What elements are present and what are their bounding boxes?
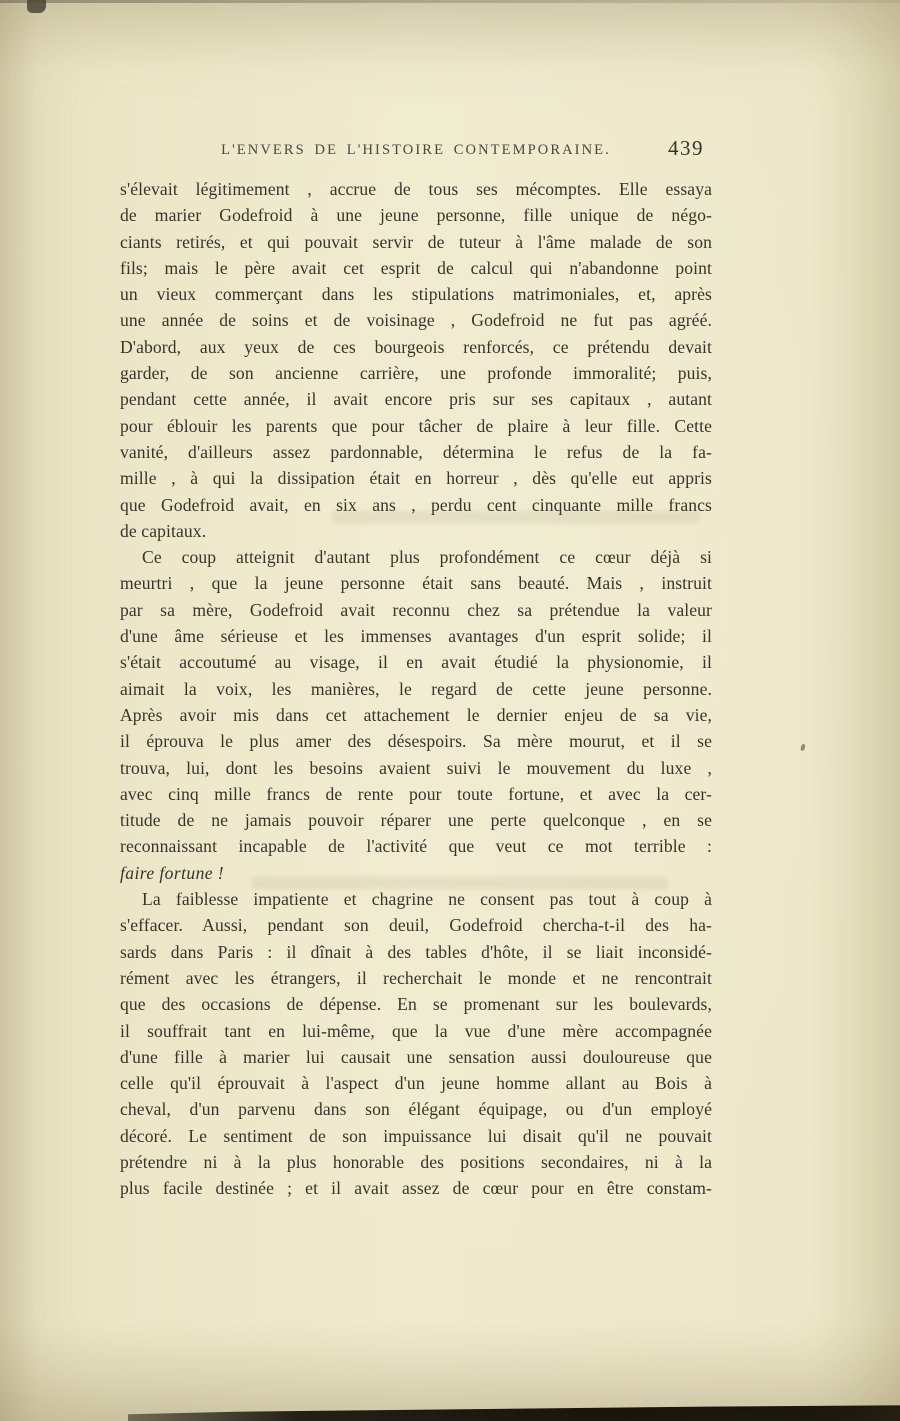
text-line: de capitaux. <box>120 520 207 541</box>
text-line: il souffrait tant en lui-même, que la vue d'une mère accompagnée <box>120 1020 712 1041</box>
text-line: pendant cette année, il avait encore pris sur ses capitaux , autant <box>120 389 712 410</box>
text-line: cheval, d'un parvenu dans son élégant équipage, ou d'un employé <box>120 1099 712 1120</box>
text-line: s'élevait légitimement , accrue de tous ses mécomptes. Elle essaya <box>120 179 712 199</box>
text-line: trouva, lui, dont les besoins avaient suivi le mouvement du luxe , <box>120 757 712 778</box>
text-line: avec cinq mille francs de rente pour toute fortune, et avec la cer- <box>120 783 712 804</box>
text-line: d'une âme sérieuse et les immenses avantages d'un esprit solide; il <box>120 626 712 647</box>
text-line: mille , à qui la dissipation était en horreur , dès qu'elle eut appris <box>120 468 712 489</box>
body-text <box>120 176 712 1202</box>
scan-edge-top <box>0 0 900 3</box>
running-title: L'ENVERS DE L'HISTOIRE CONTEMPORAINE. <box>221 142 611 158</box>
text-line: un vieux commerçant dans les stipulations matrimoniales, et, après <box>120 284 712 305</box>
text-line: que Godefroid avait, en six ans , perdu cent cinquante mille francs <box>120 494 712 515</box>
text-line: il éprouva le plus amer des désespoirs. Sa mère mourut, et il se <box>120 731 712 752</box>
scan-edge-bottom <box>128 1405 900 1421</box>
text-line: prétendre ni à la plus honorable des positions secondaires, ni à la <box>120 1151 712 1172</box>
text-line: sards dans Paris : il dînait à des tables d'hôte, il se liait inconsidé- <box>120 941 712 962</box>
text-line: de marier Godefroid à une jeune personne, fille unique de négo- <box>120 205 712 226</box>
text-line: vanité, d'ailleurs assez pardonnable, détermina le refus de la fa- <box>120 441 712 462</box>
text-line: garder, de son ancienne carrière, une profonde immoralité; puis, <box>120 363 712 384</box>
text-line: Après avoir mis dans cet attachement le dernier enjeu de sa vie, <box>120 704 712 725</box>
text-line: faire fortune ! <box>120 862 225 883</box>
text-line: reconnaissant incapable de l'activité que veut ce mot terrible : <box>120 836 712 857</box>
paragraph <box>120 176 712 544</box>
text-line: s'effacer. Aussi, pendant son deuil, Godefroid chercha-t-il des ha- <box>120 915 712 936</box>
ink-speck <box>800 744 806 752</box>
text-line: ciants retirés, et qui pouvait servir de tuteur à l'âme malade de son <box>120 231 712 252</box>
text-line: La faiblesse impatiente et chagrine ne consent pas tout à coup à <box>142 889 712 910</box>
text-line: s'était accoutumé au visage, il en avait étudié la physionomie, il <box>120 652 712 673</box>
text-line: pour éblouir les parents que pour tâcher de plaire à leur fille. Cette <box>120 415 712 436</box>
text-line: que des occasions de dépense. En se promenant sur les boulevards, <box>120 994 712 1015</box>
text-line: décoré. Le sentiment de son impuissance lui disait qu'il ne pouvait <box>120 1125 712 1146</box>
text-line: Ce coup atteignit d'autant plus profondément ce cœur déjà si <box>142 547 712 568</box>
text-line: d'une fille à marier lui causait une sensation aussi douloureuse que <box>120 1046 712 1067</box>
text-line: une année de soins et de voisinage , Godefroid ne fut pas agréé. <box>120 310 712 331</box>
text-line: rément avec les étrangers, il recherchait le monde et ne rencontrait <box>120 967 712 988</box>
text-line: par sa mère, Godefroid avait reconnu chez sa prétendue la valeur <box>120 599 712 620</box>
text-line: titude de ne jamais pouvoir réparer une perte quelconque , en se <box>120 810 712 831</box>
text-line: meurtri , que la jeune personne était sans beauté. Mais , instruit <box>120 573 712 594</box>
text-line: fils; mais le père avait cet esprit de calcul qui n'abandonne point <box>120 257 712 278</box>
text-line: aimait la voix, les manières, le regard de cette jeune personne. <box>120 678 712 699</box>
page-number: 439 <box>668 136 704 160</box>
page-header <box>120 136 712 168</box>
paragraph <box>120 886 712 1202</box>
scan-artifact-top <box>27 0 46 13</box>
text-line: plus facile destinée ; et il avait assez de cœur pour en être constam- <box>120 1178 712 1199</box>
text-line: celle qu'il éprouvait à l'aspect d'un jeune homme allant au Bois à <box>120 1073 712 1094</box>
text-line: D'abord, aux yeux de ces bourgeois renforcés, ce prétendu devait <box>120 336 712 357</box>
paragraph <box>120 544 712 886</box>
